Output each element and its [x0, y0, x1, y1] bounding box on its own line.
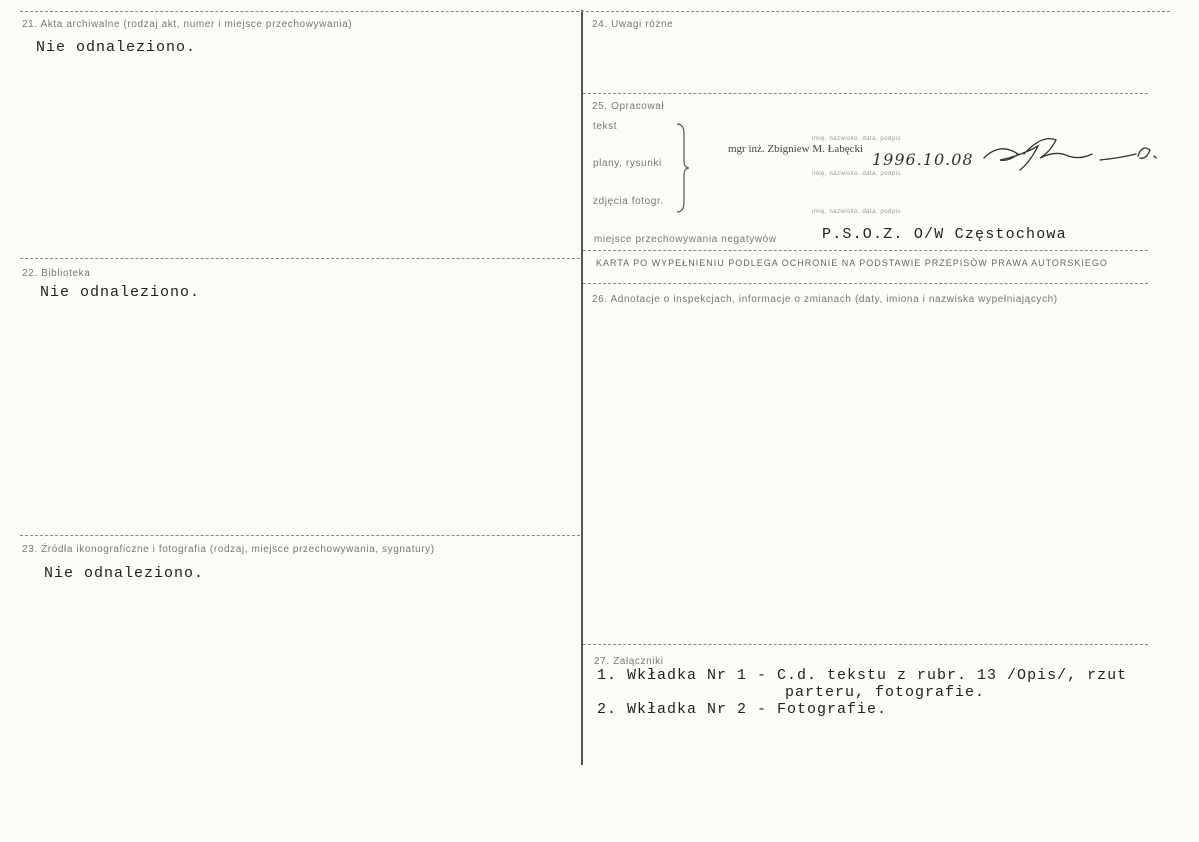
- section-22-label: 22. Biblioteka: [22, 268, 91, 279]
- section-26-label: 26. Adnotacje o inspekcjach, informacje o zmianach (daty, imiona i nazwiska wypełniających): [592, 294, 1058, 305]
- divider-notice-top: [583, 250, 1148, 251]
- divider-notice-bottom: [583, 283, 1148, 284]
- section-23-value: Nie odnaleziono.: [44, 565, 205, 582]
- hint-text-row: imię, nazwisko, data, podpis: [812, 136, 902, 142]
- top-border: [20, 11, 1170, 12]
- hint-plans-row: imię, nazwisko, data, podpis: [812, 171, 902, 177]
- signature-image: [980, 132, 1160, 178]
- divider-24-25: [583, 93, 1148, 94]
- section-25-row-text: tekst: [593, 121, 618, 132]
- section-21-label: 21. Akta archiwalne (rodzaj akt, numer i miejsce przechowywania): [22, 19, 353, 30]
- signature-date: 1996.10.08: [872, 150, 974, 169]
- hint-photos-row: imię, nazwisko, data, podpis: [812, 209, 902, 215]
- section-23-label: 23. Źródła ikonograficzne i fotografia (rodzaj, miejsce przechowywania, sygnatury): [22, 544, 435, 555]
- divider-26-27: [583, 644, 1148, 645]
- section-25-row-plans: plany, rysunki: [593, 158, 662, 169]
- negatives-location-value: P.S.O.Z. O/W Częstochowa: [822, 226, 1067, 243]
- attachment-line-3: 2. Wkładka Nr 2 - Fotografie.: [597, 701, 888, 718]
- negatives-location-label: miejsce przechowywania negatywów: [594, 234, 777, 245]
- copyright-notice: KARTA PO WYPEŁNIENIU PODLEGA OCHRONIE NA PODSTAWIE PRZEPISÓW PRAWA AUTORSKIEGO: [596, 258, 1108, 268]
- attachment-line-1: 1. Wkładka Nr 1 - C.d. tekstu z rubr. 13 /Opis/, rzut: [597, 667, 1128, 684]
- section-27-label: 27. Załączniki: [594, 656, 664, 667]
- divider-21-22: [20, 258, 580, 259]
- center-divider: [581, 10, 583, 765]
- brace-icon: [674, 122, 690, 214]
- author-name: mgr inż. Zbigniew M. Łabęcki: [728, 143, 864, 155]
- section-25-row-photos: zdjęcia fotogr.: [593, 196, 664, 207]
- divider-22-23: [20, 535, 580, 536]
- section-24-label: 24. Uwagi różne: [592, 19, 674, 30]
- section-21-value: Nie odnaleziono.: [36, 39, 197, 56]
- section-25-label: 25. Opracował: [592, 101, 665, 112]
- section-22-value: Nie odnaleziono.: [40, 284, 201, 301]
- attachment-line-2: parteru, fotografie.: [785, 684, 986, 701]
